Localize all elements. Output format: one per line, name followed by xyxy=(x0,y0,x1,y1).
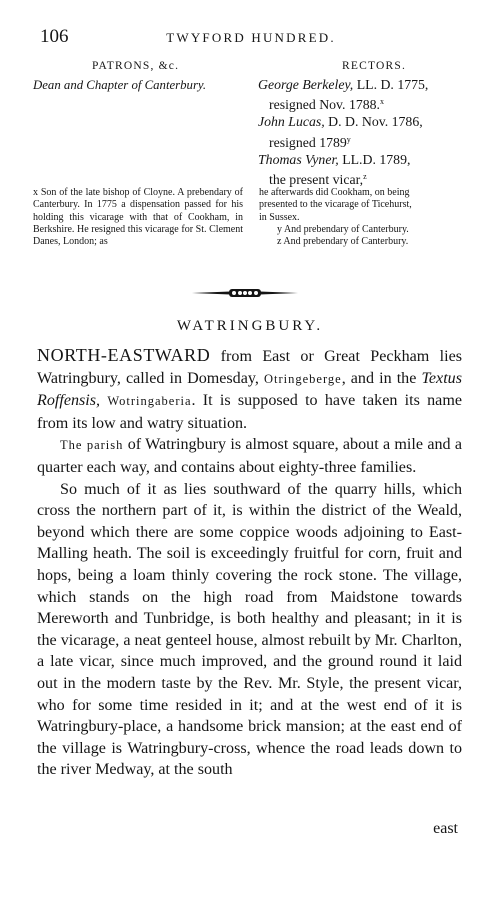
opening-words: NORTH-EASTWARD xyxy=(37,345,211,365)
rector-entry xyxy=(258,113,473,150)
footnote-right xyxy=(259,187,474,248)
footnote-left: x Son of the late bishop of Cloyne. A prebendary of Canterbury. In 1775 a dispensation passed for his holding this vicarage with that of Cookham, in Berkshire. He resigned this vicarage for St. Clement Danes, London; as xyxy=(33,187,243,248)
rector-entry xyxy=(258,76,473,113)
rector-name: Thomas Vyner, xyxy=(258,151,339,167)
running-head xyxy=(40,26,462,46)
italic-title: Textus Roffensis, xyxy=(37,369,462,410)
footnote-marker: y xyxy=(346,134,351,144)
rector-entry xyxy=(258,151,473,188)
ornament-divider xyxy=(190,286,300,300)
small-caps-lead: The parish xyxy=(60,438,124,453)
footnote-marker: x xyxy=(380,97,384,107)
rector-degree-date: D. D. Nov. 1786, xyxy=(328,114,423,130)
rector-name: George Berkeley, xyxy=(258,77,354,92)
rectors-heading: RECTORS. xyxy=(342,60,407,72)
rector-degree-date: LL.D. 1789, xyxy=(342,151,411,167)
section-title: WATRINGBURY. xyxy=(176,318,324,334)
text-run: of Watringbury is almost square, about a mile and a quarter each way, and contains about eighty-three families. xyxy=(37,436,462,476)
footnote-line: he afterwards did Cookham, on being xyxy=(259,187,410,198)
text-run: . It is supposed to have taken its name from its low and watry situation. xyxy=(37,392,462,432)
footnote-marker: z xyxy=(363,172,367,182)
rector-degree-date: LL. D. 1775, xyxy=(356,77,429,92)
small-caps-name: Otringeberge xyxy=(263,371,342,386)
rector-status: the present vicar, xyxy=(269,172,364,188)
footnote-line: in Sussex. xyxy=(259,211,300,223)
paragraph xyxy=(37,345,462,434)
footnote-line: presented to the vicarage of Ticehurst, xyxy=(259,199,412,211)
page-number: 106 xyxy=(40,26,69,47)
rector-name: John Lucas, xyxy=(258,114,325,130)
text-run: from East or Great Peckham lies Watringbury, called in Domesday, xyxy=(37,348,462,387)
paragraph xyxy=(37,434,462,478)
footnote-y: y And prebendary of Canterbury. xyxy=(277,223,409,235)
small-caps-name: Wotringaberia xyxy=(107,394,192,409)
footnote-z: z And prebendary of Canterbury. xyxy=(277,236,409,248)
rector-status: resigned 1789 xyxy=(269,134,347,150)
patrons-heading: PATRONS, &c. xyxy=(92,60,180,72)
body-text xyxy=(37,345,462,781)
text-run: , and in the xyxy=(341,369,422,387)
patron-entry: Dean and Chapter of Canterbury. xyxy=(33,78,207,92)
rectors-list xyxy=(258,76,473,188)
rector-status: resigned Nov. 1788. xyxy=(269,97,380,113)
paragraph: So much of it as lies southward of the quarry hills, which cross the northern part of it, is within the district of the Weald, beyond which there are some coppice woods adjoining to East-Malling heath. The soil is exceedingly fruitful for corn, fruit and hops, being a loam thinly covering the rock stone. The village, which stands on the high road from Maidstone towards Mereworth and Tunbridge, is both healthy and pleasant; in it is the vicarage, a neat genteel house, almost rebuilt by Mr. Charlton, a late vicar, since much improved, and the ground round it laid out in the modern taste by the Rev. Mr. Style, the present vicar, who for some time resided in it; and at the west end of it is Watringbury-place, a handsome brick mansion; at the east end of the village is Watringbury-cross, whence the road leads down to the river Medway, at the south xyxy=(37,480,462,779)
catchword: east xyxy=(433,820,458,837)
running-title: TWYFORD HUNDRED. xyxy=(166,30,336,45)
